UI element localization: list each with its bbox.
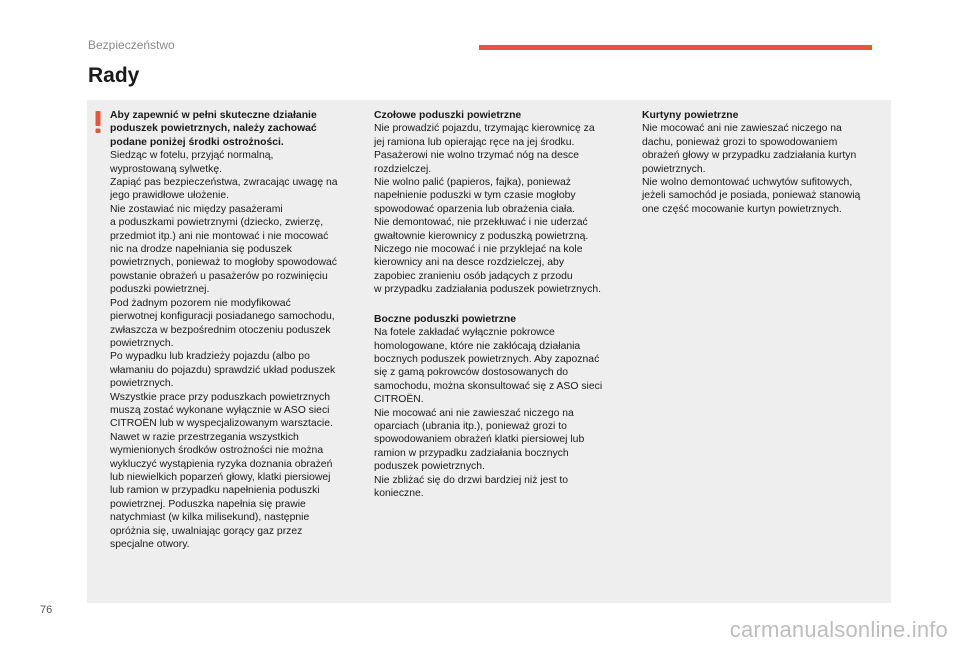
body-text-line: jeżeli samochód je posiada, ponieważ stanowią bbox=[642, 190, 861, 202]
section-title: Bezpieczeństwo bbox=[88, 38, 175, 52]
column-curtain-airbags bbox=[642, 109, 882, 216]
body-text-line: powietrznej. Poduszka napełnia się prawie bbox=[110, 498, 306, 510]
section-accent-bar bbox=[479, 45, 872, 50]
body-text-line: napełnienie poduszki w tym czasie mogłoby bbox=[374, 190, 576, 202]
body-text-line: gwałtownie kierownicy z poduszką powietrzną. bbox=[374, 230, 589, 242]
block-heading-line: Kurtyny powietrzne bbox=[642, 110, 739, 121]
body-text-line: się z gamą pokrowców dostosowanych do bbox=[374, 367, 569, 379]
body-text-line: specjalne otwory. bbox=[110, 539, 190, 550]
body-text-line: wyprostowaną sylwetkę. bbox=[110, 163, 223, 175]
body-text-line: przedmiot itp.) ani nie montować i nie mocować bbox=[110, 230, 329, 242]
block-heading-line: podane poniżej środki ostrożności. bbox=[110, 136, 284, 148]
exclamation-warning-icon bbox=[93, 110, 103, 134]
body-text-line: włamaniu do pojazdu) sprawdzić układ poduszek bbox=[110, 364, 336, 376]
body-text-line: lub ramion w przypadku napełnienia poduszki bbox=[110, 485, 320, 497]
body-text-line: samochodu, można skonsultować się z ASO sieci bbox=[374, 380, 603, 392]
body-text-line: natychmiast (w kilka milisekund), następnie bbox=[110, 512, 310, 524]
body-text-line: bocznych poduszek powietrznych. Aby zapoznać bbox=[374, 353, 600, 365]
body-text-line: Po wypadku lub kradzieży pojazdu (albo po bbox=[110, 351, 310, 363]
block-heading-line: Aby zapewnić w pełni skuteczne działanie bbox=[110, 110, 317, 121]
body-text-line: powietrznych. bbox=[110, 378, 174, 390]
body-text-line: Nie wolno demontować uchwytów sufitowych, bbox=[642, 177, 853, 189]
body-text-line: ramion w przypadku zadziałania bocznych bbox=[374, 447, 569, 459]
body-text-line: lub niewielkich poparzeń głowy, klatki piersiowej bbox=[110, 471, 331, 483]
body-text-line: opróżnia się, uwalniając gorący gaz przez bbox=[110, 525, 303, 537]
advice-block bbox=[642, 109, 882, 216]
body-text-line: oparciach (ubrania itp.), ponieważ grozi to bbox=[374, 420, 567, 432]
body-text-line: Pod żadnym pozorem nie modyfikować bbox=[110, 297, 291, 309]
body-text-line: rozdzielczej. bbox=[374, 163, 432, 175]
body-text-line: powietrznych. bbox=[110, 337, 174, 349]
body-text-line: Zapiąć pas bezpieczeństwa, zwracając uwagę na bbox=[110, 177, 338, 189]
body-text-line: Na fotele zakładać wyłącznie pokrowce bbox=[374, 327, 555, 339]
watermark: carmanualsonline.info bbox=[729, 617, 948, 642]
body-text-line: Nawet w razie przestrzegania wszystkich bbox=[110, 431, 299, 443]
body-text-line: konieczne. bbox=[374, 487, 424, 499]
advice-block bbox=[374, 109, 624, 297]
body-text-line: powstanie obrażeń u pasażerów po rozwinięciu bbox=[110, 270, 328, 282]
body-text-line: Nie prowadzić pojazdu, trzymając kierownicę za bbox=[374, 123, 595, 135]
body-text-line: jej ramiona lub opierając ręce na jej środku. bbox=[374, 136, 575, 148]
body-text-line: Wszystkie prace przy poduszkach powietrznych bbox=[110, 391, 331, 403]
body-text-line: zapobiec zranieniu osób jadących z przodu bbox=[374, 270, 573, 282]
body-text-line: w przypadku zadziałania poduszek powietrznych. bbox=[374, 284, 601, 296]
body-text-line: Nie wolno palić (papieros, fajka), ponieważ bbox=[374, 177, 571, 189]
page-title: Rady bbox=[88, 64, 140, 87]
page-number: 76 bbox=[40, 604, 53, 616]
body-text-line: zwłaszcza w bezpośrednim otoczeniu poduszek bbox=[110, 324, 331, 336]
body-text-line: homologowane, które nie zakłócają działania bbox=[374, 340, 581, 352]
advice-block bbox=[374, 313, 624, 501]
column-general-precautions bbox=[110, 109, 358, 551]
body-text-line: a poduszkami powietrznymi (dziecko, zwierzę, bbox=[110, 217, 324, 229]
body-text-line: Nie zostawiać nic między pasażerami bbox=[110, 203, 283, 215]
body-text-line: muszą zostać wykonane wyłącznie w ASO sieci bbox=[110, 404, 330, 416]
body-text-line: powietrznych, ponieważ to mogłoby spowodować bbox=[110, 257, 337, 269]
body-text-line: poduszki powietrznej. bbox=[110, 284, 210, 296]
body-text-line: CITROËN. bbox=[374, 394, 424, 406]
advice-block bbox=[110, 109, 358, 551]
body-text-line: Nie mocować ani nie zawieszać niczego na bbox=[642, 123, 842, 135]
block-heading-line: poduszek powietrznych, należy zachować bbox=[110, 123, 317, 135]
body-text-line: nic na drodze napełniania się poduszek bbox=[110, 244, 292, 256]
body-text-line: spowodowaniem obrażeń klatki piersiowej lub bbox=[374, 434, 585, 446]
body-text-line: Nie mocować ani nie zawieszać niczego na bbox=[374, 407, 574, 419]
body-text-line: jego prawidłowe ułożenie. bbox=[110, 190, 229, 202]
body-text-line: pierwotnej konfiguracji posiadanego samochodu, bbox=[110, 311, 335, 323]
body-text-line: Nie demontować, nie przekłuwać i nie uderzać bbox=[374, 217, 588, 229]
block-heading-line: Boczne poduszki powietrzne bbox=[374, 313, 517, 325]
body-text-line: obrażeń głowy w przypadku zadziałania kurtyn bbox=[642, 150, 857, 162]
body-text-line: poduszek powietrznych. bbox=[374, 461, 485, 473]
body-text-line: kierownicy ani na desce rozdzielczej, aby bbox=[374, 257, 565, 269]
body-text-line: powietrznych. bbox=[642, 163, 706, 175]
body-text-line: spowodować oparzenia lub obrażenia ciała. bbox=[374, 203, 576, 215]
block-heading-line: Czołowe poduszki powietrzne bbox=[374, 110, 522, 121]
body-text-line: Pasażerowi nie wolno trzymać nóg na desce bbox=[374, 150, 580, 162]
body-text-line: one część mocowanie kurtyn powietrznych. bbox=[642, 203, 842, 215]
body-text-line: Nie zbliżać się do drzwi bardziej niż jest to bbox=[374, 474, 569, 486]
body-text-line: Niczego nie mocować i nie przyklejać na kole bbox=[374, 244, 583, 256]
body-text-line: wymienionych środków ostrożności nie można bbox=[110, 445, 324, 457]
body-text-line: CITROËN lub w wyspecjalizowanym warsztacie. bbox=[110, 418, 333, 430]
column-front-and-side-airbags bbox=[374, 109, 624, 500]
body-text-line: dachu, ponieważ grozi to spowodowaniem bbox=[642, 136, 838, 148]
body-text-line: wykluczyć wystąpienia ryzyka doznania obrażeń bbox=[110, 458, 333, 470]
body-text-line: Siedząc w fotelu, przyjąć normalną, bbox=[110, 150, 274, 162]
